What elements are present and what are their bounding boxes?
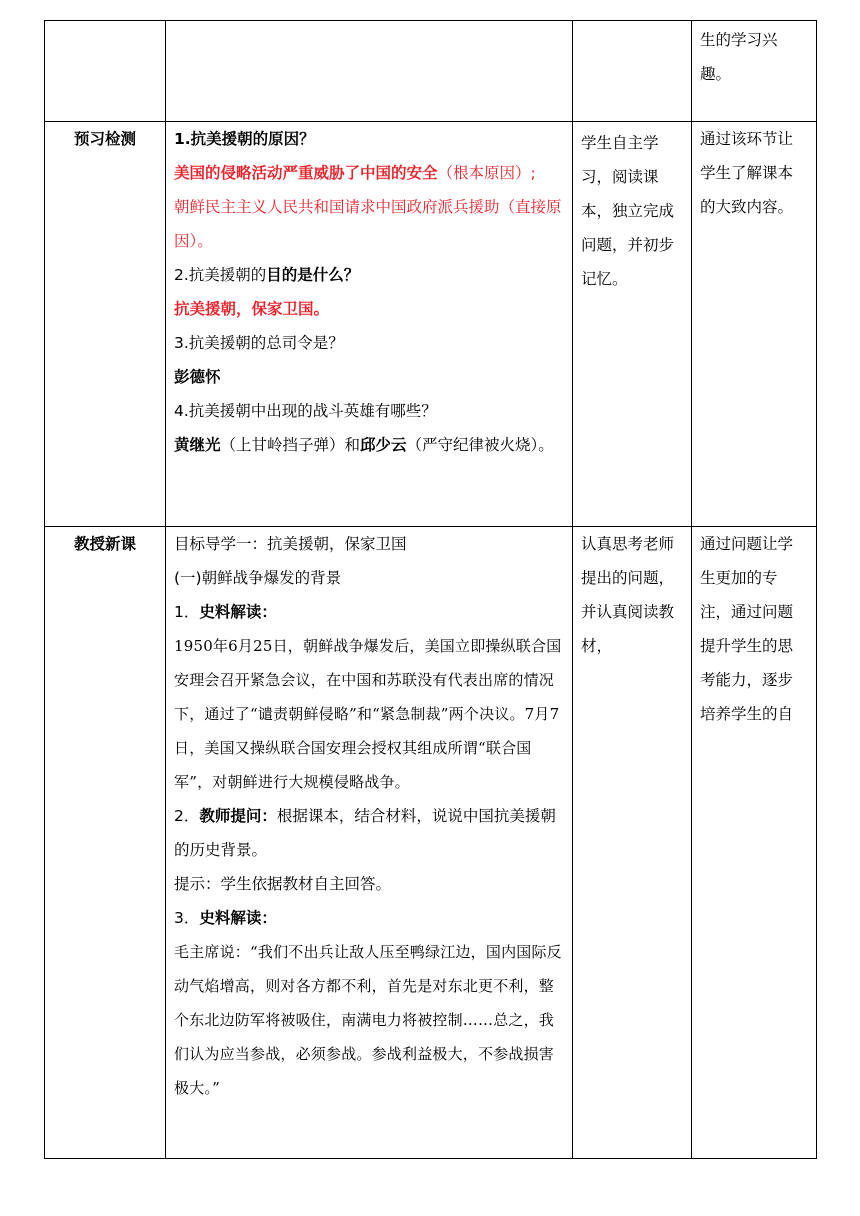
- purpose-text: 生的学习兴趣。: [700, 31, 778, 83]
- question-4: 4.抗美援朝中出现的战斗英雄有哪些？: [174, 402, 437, 420]
- answer-4-name-1: 黄继光: [174, 436, 221, 454]
- design-purpose-cell: [692, 122, 817, 527]
- design-purpose-cell: [692, 21, 817, 122]
- answer-1-main-note: （根本原因）;: [437, 164, 536, 182]
- question-2-prefix: 2.抗美援朝的: [174, 266, 267, 284]
- item-label: 教师提问：: [199, 807, 277, 825]
- design-purpose-cell: [692, 527, 817, 1159]
- goal-heading: 目标导学一：抗美援朝，保家卫国: [174, 535, 407, 553]
- answer-4-note-2: （严守纪律被火烧）。: [406, 436, 554, 454]
- table-row: [45, 122, 817, 527]
- item-number: 2．: [174, 807, 200, 825]
- table-row: [45, 21, 817, 122]
- content-cell: [166, 21, 573, 122]
- item-number: 3．: [174, 909, 200, 927]
- content-cell: [166, 527, 573, 1159]
- source-text: 毛主席说：“我们不出兵让敌人压至鸭绿江边，国内国际反动气焰增高，则对各方都不利，首先是对东北更不利，整个东北边防军将被吸住，南满电力将被控制……总之，我们认为应当参战，必须参战。参战利益极大，不参战损害极大。”: [174, 943, 562, 1097]
- hint-text: 提示：学生依据教材自主回答。: [174, 875, 392, 893]
- answer-1-main: 美国的侵略活动严重威胁了中国的安全: [174, 164, 438, 182]
- answer-1-second: 朝鲜民主主义人民共和国请求中国政府派兵援助（直接原因）。: [174, 198, 562, 250]
- item-label: 史料解读：: [199, 909, 277, 927]
- lesson-plan-table: [44, 20, 817, 1159]
- student-activity-cell: [573, 527, 692, 1159]
- student-activity-cell: [573, 21, 692, 122]
- answer-3: 彭德怀: [174, 368, 221, 386]
- content-cell: [166, 122, 573, 527]
- purpose-text: 通过问题让学生更加的专注，通过问题提升学生的思考能力，逐步培养学生的自: [700, 535, 794, 723]
- section-heading: (一)朝鲜战争爆发的背景: [174, 569, 342, 587]
- item-text: 根据课本，结合材料，说说中国抗美援朝的历史背景。: [174, 807, 556, 859]
- stage-label: 教授新课: [73, 535, 136, 553]
- answer-2: 抗美援朝，保家卫国。: [174, 300, 330, 318]
- table-row: [45, 527, 817, 1159]
- student-activity-text: 认真思考老师提出的问题，并认真阅读教材，: [581, 535, 675, 655]
- question-3: 3.抗美援朝的总司令是？: [174, 334, 344, 352]
- student-activity-text: 学生自主学习，阅读课本，独立完成问题，并初步记忆。: [581, 134, 675, 288]
- answer-4-note-1: （上甘岭挡子弹）和: [220, 436, 361, 454]
- question-1: 1.抗美援朝的原因？: [174, 130, 315, 148]
- question-2-bold: 目的是什么？: [266, 266, 360, 284]
- student-activity-cell: [573, 122, 692, 527]
- stage-label: 预习检测: [73, 130, 136, 148]
- stage-cell: [45, 527, 166, 1159]
- stage-cell: [45, 122, 166, 527]
- source-text: 1950年6月25日，朝鲜战争爆发后，美国立即操纵联合国安理会召开紧急会议，在中国和苏联没有代表出席的情况下，通过了“谴责朝鲜侵略”和“紧急制裁”两个决议。7月7日，美国又操纵联合国安理会授权其组成所谓“联合国军”，对朝鲜进行大规模侵略战争。: [174, 637, 562, 791]
- item-number: 1．: [174, 603, 200, 621]
- answer-4-name-2: 邱少云: [360, 436, 407, 454]
- stage-cell: [45, 21, 166, 122]
- purpose-text: 通过该环节让学生了解课本的大致内容。: [700, 130, 794, 216]
- item-label: 史料解读：: [199, 603, 277, 621]
